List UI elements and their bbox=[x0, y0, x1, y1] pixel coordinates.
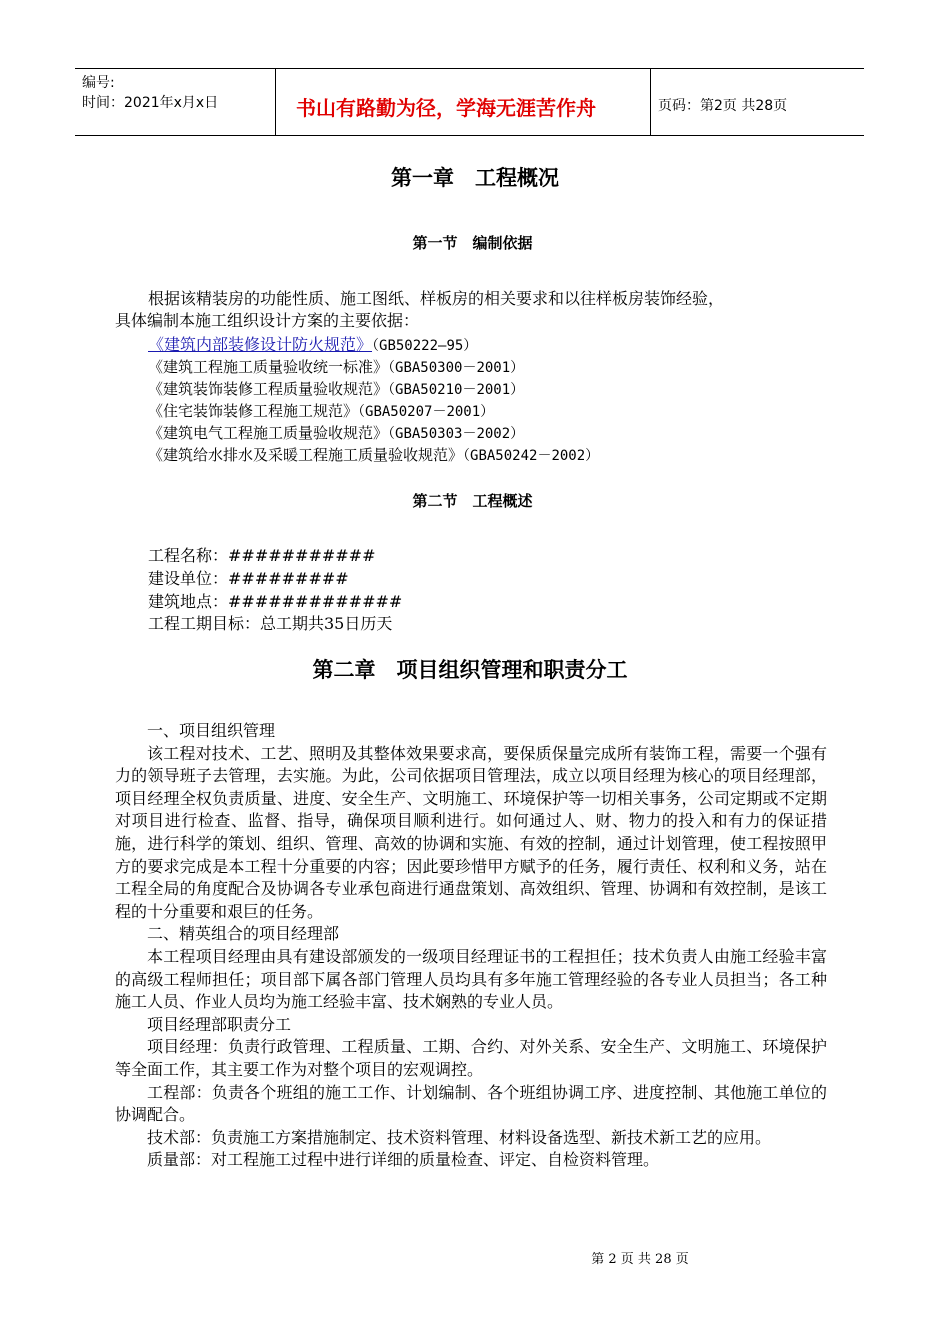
paragraph-project-manager: 项目经理：负责行政管理、工程质量、工期、合约、对外关系、安全生产、文明施工、环境保护等全面工作，其主要工作为对整个项目的宏观调控。 bbox=[115, 1037, 827, 1079]
chapter-1-title: 第一章 工程概况 bbox=[391, 166, 559, 190]
reference-code: （GBA50242－2002） bbox=[463, 448, 600, 464]
heading-duties: 项目经理部职责分工 bbox=[147, 1014, 292, 1034]
header-divider-left bbox=[275, 68, 276, 136]
reference-item bbox=[148, 445, 599, 468]
header-bottom-rule bbox=[75, 135, 864, 136]
header-top-rule bbox=[75, 68, 864, 69]
footer-page-number: 第 2 页 共 28 页 bbox=[591, 1252, 689, 1267]
reference-item bbox=[148, 334, 477, 358]
reference-item bbox=[148, 379, 524, 402]
chapter-2-title: 第二章 项目组织管理和职责分工 bbox=[312, 658, 628, 682]
reference-name: 《建筑装饰装修工程质量验收规范》 bbox=[148, 380, 389, 398]
reference-link[interactable]: 《建筑内部装修设计防火规范》 bbox=[148, 335, 373, 354]
paragraph-quality-dept: 质量部：对工程施工过程中进行详细的质量检查、评定、自检资料管理。 bbox=[147, 1150, 660, 1170]
paragraph-project-org: 该工程对技术、工艺、照明及其整体效果要求高，要保质保量完成所有装饰工程，需要一个强有力的领导班子去管理，去实施。为此，公司依据项目管理法，成立以项目经理为核心的项目经理部，项目经理全权负责质量、进度、安全生产、文明施工、环境保护等一切相关事务，公司定期或不定期对项目进行检查、监督、指导，确保项目顺利进行。如何通过人、财、物力的投入和有力的保证措施，进行科学的策划、组织、管理、高效的协调和实施、有效的控制，通过计划管理，使工程按照甲方的要求完成是本工程十分重要的内容；因此要珍惜甲方赋予的任务，履行责任、权利和义务，站在工程全局的角度配合及协调各专业承包商进行通盘策划、高效组织、管理、协调和有效控制，是该工程的十分重要和艰巨的任务。 bbox=[115, 743, 827, 921]
reference-item bbox=[148, 423, 524, 446]
document-number-label: 编号: bbox=[82, 75, 115, 91]
header-divider-right bbox=[650, 68, 651, 136]
basis-intro-line-1: 根据该精装房的功能性质、施工图纸、样板房的相关要求和以往样板房装饰经验， bbox=[148, 289, 725, 308]
section-1-title: 第一节 编制依据 bbox=[412, 234, 533, 252]
reference-name: 《建筑电气工程施工质量验收规范》 bbox=[148, 424, 389, 442]
section-2-title: 第二节 工程概述 bbox=[412, 492, 533, 510]
reference-code: （GB50222—95） bbox=[372, 338, 478, 354]
heading-project-org: 一、项目组织管理 bbox=[147, 721, 276, 740]
reference-item bbox=[148, 357, 524, 380]
site-location-line: 建筑地点：############# bbox=[148, 592, 403, 611]
reference-name: 《建筑工程施工质量验收统一标准》 bbox=[148, 358, 389, 376]
reference-name: 《建筑给水排水及采暖工程施工质量验收规范》 bbox=[148, 446, 464, 464]
paragraph-engineering-dept: 工程部：负责各个班组的施工工作、计划编制、各个班组协调工序、进度控制、其他施工单位的协调配合。 bbox=[115, 1082, 827, 1125]
paragraph-elite-team: 本工程项目经理由具有建设部颁发的一级项目经理证书的工程担任；技术负责人由施工经验丰富的高级工程师担任；项目部下属各部门管理人员均具有多年施工管理经验的各专业人员担当；各工种施工人员、作业人员均为施工经验丰富、技术娴熟的专业人员。 bbox=[115, 946, 827, 1012]
chapter-2-body bbox=[115, 720, 827, 1172]
reference-code: （GBA50210－2001） bbox=[388, 382, 525, 398]
reference-item bbox=[148, 401, 494, 424]
reference-name: 《住宅装饰装修工程施工规范》 bbox=[148, 402, 359, 420]
header-motto: 书山有路勤为径，学海无涯苦作舟 bbox=[296, 96, 596, 120]
document-time-label: 时间：2021年x月x日 bbox=[82, 95, 219, 111]
heading-elite-team: 二、精英组合的项目经理部 bbox=[147, 924, 340, 944]
basis-intro-line-2: 具体编制本施工组织设计方案的主要依据： bbox=[115, 311, 420, 330]
schedule-target-line: 工程工期目标：总工期共35日历天 bbox=[148, 614, 393, 633]
builder-unit-line: 建设单位：######### bbox=[148, 569, 349, 588]
reference-code: （GBA50303－2002） bbox=[388, 426, 525, 442]
paragraph-technical-dept: 技术部：负责施工方案措施制定、技术资料管理、材料设备选型、新技术新工艺的应用。 bbox=[147, 1127, 772, 1147]
reference-code: （GBA50300－2001） bbox=[388, 360, 525, 376]
project-name-line: 工程名称：########### bbox=[148, 546, 376, 565]
header-page-label: 页码：第2页 共28页 bbox=[658, 98, 788, 114]
reference-code: （GBA50207－2001） bbox=[358, 404, 495, 420]
